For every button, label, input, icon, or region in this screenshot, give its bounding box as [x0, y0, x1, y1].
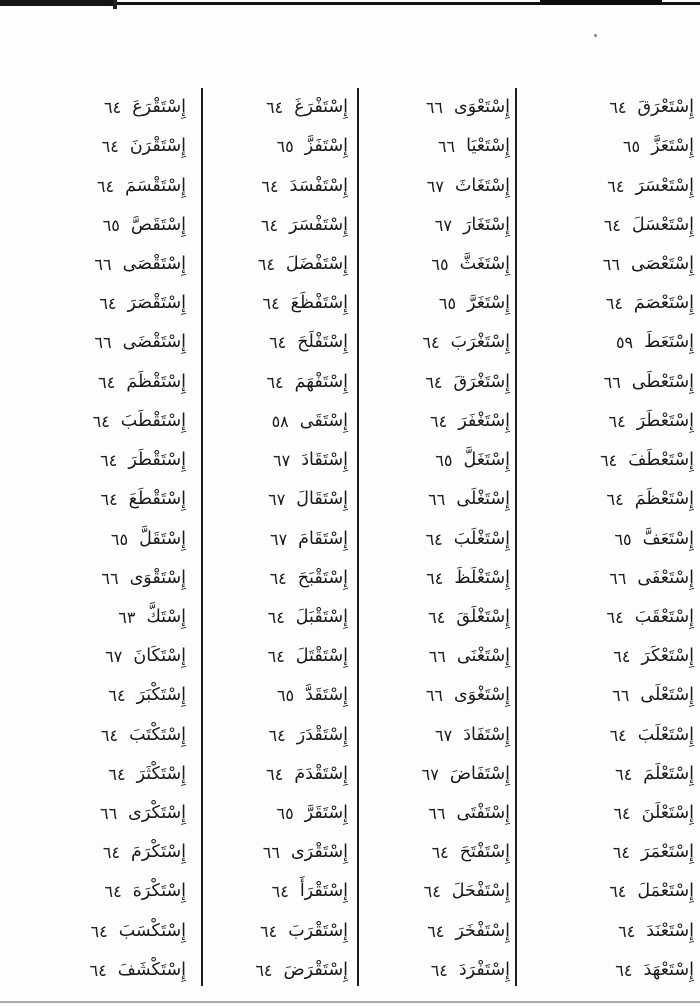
- page-number: ٦٤: [603, 215, 621, 235]
- index-entry: [206, 598, 348, 637]
- index-entry: [206, 166, 348, 205]
- page-number: ٦٦: [602, 254, 620, 274]
- page-number: ٦٦: [609, 568, 627, 588]
- verb-word: إِسْتَكْرَهَ: [132, 881, 186, 902]
- page-number: ٦٦: [101, 568, 119, 588]
- index-entry: [28, 166, 186, 205]
- index-entry: [360, 480, 510, 519]
- page-number: ٦٥: [435, 451, 453, 471]
- index-entry: [520, 755, 694, 794]
- index-entry: [520, 88, 694, 127]
- page-number: ٦٧: [421, 764, 439, 784]
- verb-word: إِسْتَعْفَى: [637, 567, 694, 588]
- index-entry: [520, 833, 694, 872]
- page-number: ٦٤: [606, 607, 624, 627]
- page-number: ٦٤: [607, 176, 625, 196]
- page-number: ٦٧: [105, 647, 123, 667]
- page-number: ٦٤: [257, 254, 275, 274]
- index-entry: [520, 637, 694, 676]
- page-number: ٦٤: [608, 411, 626, 431]
- verb-word: إِسْتَعْصَمَ: [633, 293, 694, 314]
- page-number: ٦٦: [428, 647, 446, 667]
- verb-word: إِسْتَقْرَبَ: [288, 920, 348, 941]
- index-entry: [28, 716, 186, 755]
- index-entry: [206, 323, 348, 362]
- verb-word: إِسْتَقْرَعَ: [132, 97, 186, 118]
- verb-word: إِسْتَعْمَلَ: [637, 881, 694, 902]
- index-entry: [360, 519, 510, 558]
- verb-word: إِسْتَقْطَبَ: [120, 410, 186, 431]
- index-entry: [520, 480, 694, 519]
- page-number: ٦٤: [102, 843, 121, 863]
- index-entry: [206, 794, 348, 833]
- page-number: ٦٤: [108, 764, 126, 784]
- index-entry: [360, 912, 510, 951]
- index-entry: [360, 441, 510, 480]
- page-number: ٦٤: [89, 960, 107, 980]
- verb-word: إِسْتَعْطَى: [631, 371, 694, 392]
- verb-word: إِسْتَفْلَحَ: [297, 332, 348, 353]
- verb-word: إِسْتَقَادَ: [301, 450, 348, 471]
- page-number: ٦٤: [431, 843, 449, 863]
- verb-word: إِسْتَعْلَبَ: [637, 724, 694, 745]
- index-entry: [206, 127, 348, 166]
- page-number: ٦٧: [426, 176, 444, 196]
- verb-word: إِسْتَقْضَى: [122, 332, 186, 353]
- index-entry: [360, 323, 510, 362]
- index-entry: [28, 127, 186, 166]
- verb-word: إِسْتَقْرَأَ: [299, 881, 348, 902]
- page-number: ٦٤: [609, 98, 627, 118]
- index-entry: [520, 206, 694, 245]
- verb-word: إِسْتَعْوَى: [454, 97, 510, 118]
- verb-word: إِسْتَقَرَّ: [304, 803, 348, 824]
- index-entry: [520, 951, 694, 990]
- index-entry: [28, 284, 186, 323]
- verb-word: إِسْتَغَلَّ: [463, 450, 510, 471]
- verb-word: إِسْتَفْهَمَ: [294, 371, 348, 392]
- index-entry: [28, 519, 186, 558]
- index-entry: [520, 166, 694, 205]
- index-entry: [28, 598, 186, 637]
- page-number: ٦٤: [600, 451, 618, 471]
- index-entry: [28, 206, 186, 245]
- page-number: ٦٦: [603, 372, 621, 392]
- index-entry: [360, 402, 510, 441]
- page-number: ٦٧: [268, 490, 286, 510]
- verb-word: إِسْتَكْرَمَ: [131, 842, 186, 863]
- index-entry: [360, 794, 510, 833]
- index-entry: [520, 912, 694, 951]
- index-entry: [206, 559, 348, 598]
- page-number: ٦٤: [615, 764, 633, 784]
- index-entry: [520, 245, 694, 284]
- index-entry: [520, 363, 694, 402]
- verb-word: إِسْتَعْطَفَ: [628, 450, 694, 471]
- scan-edge-artifact-top-left: [0, 0, 113, 6]
- index-entry: [206, 88, 348, 127]
- page-number: ٦٤: [260, 921, 278, 941]
- index-entry: [206, 284, 348, 323]
- index-entry: [360, 206, 510, 245]
- page-number: ٦٤: [255, 960, 273, 980]
- page-number: ٦٣: [118, 607, 136, 627]
- page-number: ٦٧: [273, 451, 291, 471]
- page-number: ٦٥: [276, 137, 294, 157]
- page-number: ٦٤: [605, 294, 623, 314]
- index-entry: [360, 716, 510, 755]
- page-number: ٦٦: [437, 137, 456, 157]
- page-number: ٦٤: [615, 960, 633, 980]
- index-entry: [28, 245, 186, 284]
- index-entry: [520, 323, 694, 362]
- verb-word: إِسْتَقَلَّ: [139, 528, 186, 549]
- verb-word: إِسْتَقْصَرَ: [127, 293, 186, 314]
- page-number: ٦٤: [428, 607, 446, 627]
- verb-word: إِسْتَعَطَ: [644, 332, 694, 353]
- page-number: ٦٦: [425, 98, 443, 118]
- verb-word: إِسْتَقْطَعَ: [128, 489, 186, 510]
- index-entry: [206, 912, 348, 951]
- verb-word: إِسْتَعْلَمَ: [643, 763, 694, 784]
- verb-word: إِسْتَكْثَرَ: [136, 763, 186, 784]
- page-number: ٦٤: [266, 372, 284, 392]
- verb-word: إِسْتَقْصَى: [122, 253, 186, 274]
- page-number: ٦٥: [438, 294, 457, 314]
- verb-word: إِسْتَقَدَّ: [305, 685, 348, 706]
- index-entry: [28, 794, 186, 833]
- index-entry: [206, 441, 348, 480]
- page-number: ٦٤: [427, 921, 445, 941]
- page-number: ٦٤: [271, 882, 289, 902]
- page-number: ٦٤: [100, 490, 118, 510]
- verb-word: إِسْتَقْطَرَ: [128, 450, 186, 471]
- index-entry: [206, 716, 348, 755]
- verb-word: إِسْتَعْمَرَ: [640, 842, 694, 863]
- index-entry: [28, 951, 186, 990]
- index-entry: [520, 402, 694, 441]
- page-number: ٦٧: [435, 725, 453, 745]
- page-number: ٦٥: [276, 804, 294, 824]
- verb-word: إِسْتَعْقَبَ: [634, 606, 694, 627]
- page-number: ٦٤: [425, 372, 443, 392]
- page-number: ٦٤: [101, 137, 119, 157]
- scan-edge-artifact-top-blob: [540, 0, 662, 5]
- verb-word: إِسْتَعْظَمَ: [634, 489, 694, 510]
- index-entry: [360, 363, 510, 402]
- index-entry: [360, 637, 510, 676]
- index-entry: [206, 676, 348, 715]
- page-number: ٦٤: [260, 215, 279, 235]
- verb-word: إِسْتَقْسَمَ: [125, 175, 186, 196]
- index-entry: [28, 872, 186, 911]
- index-entry: [520, 441, 694, 480]
- index-entry: [28, 912, 186, 951]
- index-entry: [360, 598, 510, 637]
- verb-word: إِسْتَعْنَدَ: [646, 920, 694, 941]
- column-separator-2: [357, 88, 359, 986]
- index-entry: [206, 755, 348, 794]
- page-number: ٦٦: [612, 686, 630, 706]
- page-number: ٦٤: [425, 529, 443, 549]
- page-number: ٦٦: [428, 804, 446, 824]
- column-separator-1: [515, 88, 517, 986]
- index-entry: [206, 402, 348, 441]
- page-number: ٦٤: [108, 686, 126, 706]
- scan-speck: [594, 34, 597, 37]
- verb-column-third-from-right: [206, 88, 348, 990]
- index-entry: [206, 480, 348, 519]
- verb-word: إِسْتَقَالَ: [296, 489, 348, 510]
- verb-word: إِسْتَفْسَرَ: [289, 214, 348, 235]
- index-entry: [360, 88, 510, 127]
- page-number: ٦٤: [430, 411, 448, 431]
- page-number: ٦٦: [425, 686, 443, 706]
- index-entry: [28, 676, 186, 715]
- verb-column-rightmost: [520, 88, 694, 990]
- index-entry: [360, 166, 510, 205]
- page-number: ٦٦: [94, 333, 112, 353]
- verb-word: إِسْتَعْرَقَ: [637, 97, 694, 118]
- page-number: ٦٦: [94, 254, 112, 274]
- index-entry: [206, 833, 348, 872]
- page-number: ٦٤: [613, 647, 631, 667]
- index-entry: [520, 519, 694, 558]
- page-number: ٦٤: [266, 764, 284, 784]
- index-entry: [360, 833, 510, 872]
- scan-edge-artifact-bottom: [0, 1001, 700, 1003]
- scan-edge-artifact-top-notch: [113, 0, 117, 9]
- verb-word: إِسْتَغْلَى: [456, 489, 510, 510]
- verb-word: إِسْتَعْسَلَ: [631, 214, 694, 235]
- index-entry: [28, 402, 186, 441]
- index-entry: [28, 88, 186, 127]
- page-number: ٦٥: [614, 529, 632, 549]
- verb-word: إِسْتَقْرَى: [290, 842, 348, 863]
- page-number: ٦٥: [276, 686, 295, 706]
- verb-word: إِسْتَفْتَى: [456, 803, 510, 824]
- page-number: ٦٤: [104, 882, 122, 902]
- page-number: ٦٤: [261, 176, 279, 196]
- verb-word: إِسْتَغَرَّ: [467, 293, 510, 314]
- verb-word: إِسْتَفَزَّ: [304, 136, 348, 157]
- page-number: ٦٦: [99, 804, 118, 824]
- page-number: ٦٥: [102, 215, 120, 235]
- index-entry: [360, 245, 510, 284]
- index-entry: [28, 559, 186, 598]
- page-number: ٦٤: [618, 921, 636, 941]
- verb-word: إِسْتَعْهَدَ: [643, 959, 694, 980]
- verb-word: إِسْتَقْدَرَ: [296, 724, 348, 745]
- index-entry: [360, 676, 510, 715]
- verb-word: إِسْتَقَى: [299, 410, 348, 431]
- verb-word: إِسْتَكَانَ: [133, 646, 186, 667]
- page-number: ٥٩: [615, 333, 634, 353]
- index-entry: [206, 637, 348, 676]
- verb-word: إِسْتَغْنَى: [456, 646, 510, 667]
- page-number: ٦٤: [613, 804, 631, 824]
- verb-word: إِسْتَكْرَى: [128, 803, 186, 824]
- verb-word: إِسْتَغْوَى: [454, 685, 510, 706]
- index-entry: [520, 127, 694, 166]
- index-entry: [28, 833, 186, 872]
- page-number: ٦٤: [269, 568, 287, 588]
- page-number: ٦٤: [262, 294, 280, 314]
- page-number: ٦٤: [98, 372, 116, 392]
- index-entry: [28, 363, 186, 402]
- verb-word: إِسْتَعَزَّ: [651, 136, 694, 157]
- page-number: ٦٥: [622, 137, 641, 157]
- verb-word: إِسْتَقْرَضَ: [283, 959, 348, 980]
- verb-word: إِسْتَفْخَرَ: [455, 920, 510, 941]
- verb-word: إِسْتَفْرَغَ: [294, 97, 348, 118]
- verb-word: إِسْتَغْلَبَ: [453, 528, 510, 549]
- verb-word: إِسْتَعَفَّ: [642, 528, 694, 549]
- page-number: ٦٤: [90, 921, 108, 941]
- verb-column-second-from-right: [360, 88, 510, 990]
- verb-word: إِسْتَغَارَ: [462, 214, 510, 235]
- index-entry: [28, 637, 186, 676]
- verb-word: إِسْتَغَاثَ: [454, 175, 510, 196]
- index-entry: [520, 676, 694, 715]
- page-number: ٦٤: [606, 490, 624, 510]
- index-entry: [28, 323, 186, 362]
- index-entry: [28, 480, 186, 519]
- verb-word: إِسْتَقْبَلَ: [295, 606, 348, 627]
- index-entry: [360, 755, 510, 794]
- page-number: ٦٤: [269, 333, 287, 353]
- verb-word: إِسْتَكْشَفَ: [117, 959, 186, 980]
- verb-word: إِسْتَكْبَرَ: [136, 685, 186, 706]
- page-number: ٦٤: [423, 882, 441, 902]
- verb-word: إِسْتَقْتَلَ: [295, 646, 348, 667]
- page-number: ٦٧: [269, 529, 288, 549]
- verb-column-leftmost: [28, 88, 186, 990]
- index-entry: [520, 716, 694, 755]
- verb-word: إِسْتَفْضَلَ: [285, 253, 348, 274]
- column-separator-3: [201, 88, 203, 986]
- page-number: ٦٤: [426, 568, 444, 588]
- verb-word: إِسْتَفْتَحَ: [459, 842, 510, 863]
- index-entry: [360, 559, 510, 598]
- index-entry: [360, 872, 510, 911]
- verb-word: إِسْتَغَثَّ: [459, 253, 510, 274]
- verb-word: إِسْتَغْرَبَ: [450, 332, 510, 353]
- index-entry: [206, 872, 348, 911]
- page-number: ٦٤: [267, 607, 285, 627]
- page-number: ٦٥: [431, 254, 449, 274]
- verb-word: إِسْتَقْبَحَ: [297, 567, 348, 588]
- page-number: ٦٤: [100, 725, 119, 745]
- verb-word: إِسْتَكْسَبَ: [118, 920, 186, 941]
- verb-word: إِسْتَقْوَى: [129, 567, 186, 588]
- page-number: ٦٤: [100, 451, 118, 471]
- index-entry: [520, 872, 694, 911]
- index-entry: [360, 951, 510, 990]
- verb-word: إِسْتَقْدَمَ: [294, 763, 348, 784]
- index-entry: [360, 284, 510, 323]
- verb-word: إِسْتَغْفَرَ: [458, 410, 510, 431]
- verb-word: إِسْتَفْحَلَ: [451, 881, 510, 902]
- index-entry: [520, 794, 694, 833]
- index-entry: [28, 755, 186, 794]
- verb-word: إِسْتَغْرَقَ: [453, 371, 510, 392]
- index-entry: [206, 951, 348, 990]
- index-entry: [360, 127, 510, 166]
- page-number: ٥٨: [271, 411, 289, 431]
- page-number: ٦٥: [110, 529, 129, 549]
- verb-word: إِسْتَفَاضَ: [449, 763, 510, 784]
- verb-word: إِسْتَعْكَرَ: [641, 646, 694, 667]
- index-entry: [520, 284, 694, 323]
- verb-word: إِسْتَعْيَا: [466, 136, 510, 157]
- page-number: ٦٤: [609, 882, 627, 902]
- page-number: ٦٤: [96, 176, 115, 196]
- verb-word: إِسْتَغْلَقَ: [456, 606, 510, 627]
- page-number: ٦٦: [262, 843, 280, 863]
- page-number: ٦٤: [104, 98, 122, 118]
- index-entry: [206, 245, 348, 284]
- verb-word: إِسْتَفْسَدَ: [289, 175, 348, 196]
- index-entry: [28, 441, 186, 480]
- verb-word: إِسْتَعْلَنَ: [641, 803, 694, 824]
- verb-word: إِسْتَقَصَّ: [130, 214, 186, 235]
- verb-word: إِسْتَفْرَدَ: [458, 959, 510, 980]
- page-number: ٦٤: [422, 333, 440, 353]
- page-number: ٦٤: [430, 960, 448, 980]
- verb-word: إِسْتَقْظَمَ: [126, 371, 186, 392]
- index-entry: [520, 559, 694, 598]
- index-entry: [520, 598, 694, 637]
- page-number: ٦٤: [92, 411, 110, 431]
- page-number: ٦٧: [434, 215, 452, 235]
- page-number: ٦٤: [99, 294, 117, 314]
- page-number: ٦٤: [266, 98, 284, 118]
- verb-word: إِسْتَغْلَظَ: [454, 567, 510, 588]
- verb-word: إِسْتَعْصَى: [630, 253, 694, 274]
- verb-word: إِسْتَعْطَرَ: [636, 410, 694, 431]
- page-number: ٦٤: [612, 843, 630, 863]
- verb-word: إِسْتَعْلَى: [640, 685, 694, 706]
- page-number: ٦٤: [268, 725, 286, 745]
- page-number: ٦٦: [428, 490, 446, 510]
- verb-word: إِسْتَقَامَ: [298, 528, 348, 549]
- page-number: ٦٤: [609, 725, 627, 745]
- verb-word: إِسْتَفَادَ: [463, 724, 510, 745]
- index-entry: [206, 519, 348, 558]
- verb-word: إِسْتَعْسَرَ: [635, 175, 694, 196]
- page-number: ٦٤: [267, 647, 285, 667]
- verb-word: إِسْتَقْرَنَ: [129, 136, 186, 157]
- verb-word: إِسْتَكْتَبَ: [129, 724, 186, 745]
- index-entry: [206, 363, 348, 402]
- index-entry: [206, 206, 348, 245]
- verb-word: إِسْتَفْظَعَ: [290, 293, 348, 314]
- verb-word: إِسْتَكَّ: [146, 606, 186, 627]
